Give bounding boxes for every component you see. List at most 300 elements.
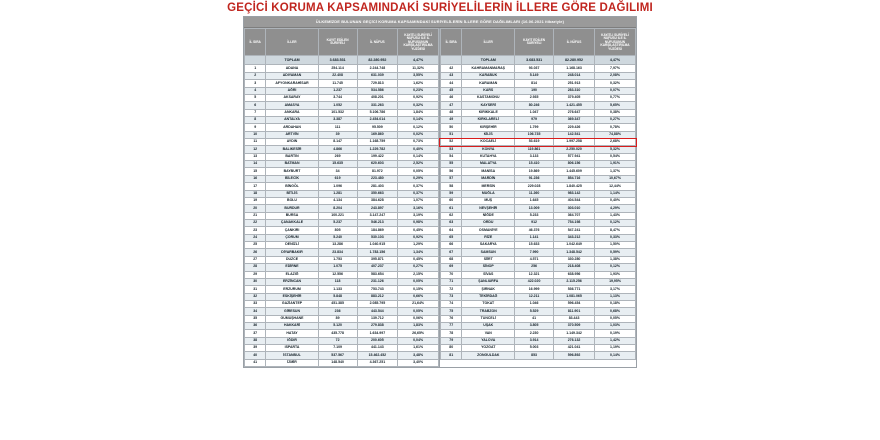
table-row[interactable]	[441, 330, 636, 337]
row-percentage: 0,77%	[595, 94, 636, 101]
row-population: 753.743	[357, 286, 398, 293]
row-population: 530.103	[357, 234, 398, 241]
row-registered-syrians: 15.410	[515, 161, 554, 168]
row-percentage: 3,17%	[595, 286, 636, 293]
row-province: KİLİS	[462, 131, 515, 138]
row-registered-syrians: 1.799	[515, 124, 554, 131]
table-row[interactable]	[245, 293, 439, 300]
row-registered-syrians: 190	[515, 87, 554, 94]
row-percentage: 0,45%	[398, 227, 439, 234]
row-percentage: 0,92%	[398, 234, 439, 241]
row-registered-syrians: 5.149	[515, 72, 554, 79]
table-row[interactable]	[245, 271, 439, 278]
table-row[interactable]	[441, 205, 636, 212]
table-row[interactable]	[245, 212, 439, 219]
row-no: 73	[441, 293, 462, 300]
table-row[interactable]	[245, 337, 439, 344]
table-row[interactable]	[245, 102, 439, 109]
row-registered-syrians: 5.237	[318, 219, 357, 226]
table-row[interactable]	[245, 249, 439, 256]
row-no: 25	[245, 242, 266, 249]
row-province: ELAZIĞ	[266, 271, 318, 278]
row-province: BOLU	[266, 197, 318, 204]
row-registered-syrians: 91.236	[515, 175, 554, 182]
row-population: 248.014	[554, 72, 595, 79]
row-percentage: 1,38%	[595, 256, 636, 263]
col-header-province: İLLER	[266, 29, 318, 56]
table-row[interactable]	[245, 278, 439, 285]
row-province: DİYARBAKIR	[266, 249, 318, 256]
table-row[interactable]	[441, 190, 636, 197]
row-population: 350.663	[357, 190, 398, 197]
provinces-table-left	[244, 28, 439, 367]
row-registered-syrians: 15.635	[318, 161, 357, 168]
row-population: 1.348.542	[554, 249, 595, 256]
table-row[interactable]	[245, 139, 439, 146]
total-label: TOPLAM	[462, 56, 515, 65]
table-row[interactable]	[441, 271, 636, 278]
row-no: 6	[245, 102, 266, 109]
table-row[interactable]	[441, 124, 636, 131]
row-percentage: 0,68%	[595, 308, 636, 315]
row-population: 1.040.915	[357, 242, 398, 249]
row-no: 27	[245, 256, 266, 263]
row-population: 15.462.452	[357, 352, 398, 359]
row-no: 30	[245, 278, 266, 285]
row-percentage: 1,03%	[595, 323, 636, 330]
table-header-left	[245, 29, 439, 56]
table-row[interactable]	[441, 315, 636, 322]
table-row[interactable]	[245, 124, 439, 131]
row-registered-syrians: 34	[318, 168, 357, 175]
row-population: 199.422	[357, 153, 398, 160]
row-percentage: 0,18%	[595, 300, 636, 307]
table-row[interactable]	[245, 234, 439, 241]
row-percentage: 0,45%	[398, 256, 439, 263]
row-population: 854.716	[554, 175, 595, 182]
row-province: VAN	[462, 330, 515, 337]
row-population: 811.901	[554, 308, 595, 315]
row-no: 28	[245, 264, 266, 271]
row-province: ANKARA	[266, 109, 318, 116]
row-percentage: 8,47%	[595, 227, 636, 234]
row-population: 1.081.065	[554, 293, 595, 300]
row-population: 631.039	[357, 72, 398, 79]
row-population: 1.445.609	[554, 168, 595, 175]
total-percentage: 4,47%	[595, 56, 636, 65]
table-row[interactable]	[245, 300, 439, 307]
table-row[interactable]	[245, 219, 439, 226]
table-row[interactable]	[441, 234, 636, 241]
row-percentage: 0,27%	[595, 116, 636, 123]
table-panels	[244, 28, 636, 367]
row-province: MARDİN	[462, 175, 515, 182]
table-row[interactable]	[245, 205, 439, 212]
row-province: BURSA	[266, 212, 318, 219]
table-row[interactable]	[441, 286, 636, 293]
table-row[interactable]	[441, 161, 636, 168]
row-population: 139.712	[357, 315, 398, 322]
table-row[interactable]	[441, 94, 636, 101]
row-population: 281.403	[357, 183, 398, 190]
row-registered-syrians: 3.914	[515, 337, 554, 344]
row-population: 421.041	[554, 345, 595, 352]
row-percentage: 0,12%	[398, 124, 439, 131]
table-row[interactable]	[245, 308, 439, 315]
row-registered-syrians: 3.133	[515, 153, 554, 160]
page-title: GEÇİCİ KORUMA KAPSAMINDAKİ SURİYELİLERİN İLLERE GÖRE DAĞILIMI	[227, 2, 653, 14]
table-row[interactable]	[245, 131, 439, 138]
row-registered-syrians: 422.020	[515, 278, 554, 285]
row-no: 61	[441, 205, 462, 212]
row-no: 70	[441, 271, 462, 278]
row-population: 384.628	[357, 197, 398, 204]
table-row[interactable]	[441, 183, 636, 190]
row-no: 59	[441, 190, 462, 197]
row-no: 57	[441, 175, 462, 182]
col-header-province: İLLER	[462, 29, 515, 56]
table-row[interactable]	[441, 242, 636, 249]
row-percentage: 0,38%	[595, 109, 636, 116]
row-province: EDİRNE	[266, 264, 318, 271]
table-row[interactable]	[245, 183, 439, 190]
row-registered-syrians: 2.230	[515, 330, 554, 337]
row-percentage: 1,07%	[398, 197, 439, 204]
row-registered-syrians: 4.866	[318, 146, 357, 153]
row-registered-syrians: 106.735	[515, 131, 554, 138]
total-row	[441, 56, 636, 65]
table-row[interactable]	[245, 109, 439, 116]
row-population: 369.347	[554, 116, 595, 123]
table-row[interactable]	[245, 227, 439, 234]
header-row	[441, 29, 636, 56]
table-row[interactable]	[441, 227, 636, 234]
row-province: KIRKLARELİ	[462, 116, 515, 123]
row-percentage: 11,32%	[398, 65, 439, 72]
row-province: GİRESUN	[266, 308, 318, 315]
row-registered-syrians: 41	[515, 315, 554, 322]
row-no: 45	[441, 87, 462, 94]
table-row[interactable]	[245, 286, 439, 293]
row-percentage: 0,15%	[398, 286, 439, 293]
table-row[interactable]	[245, 146, 439, 153]
table-row[interactable]	[441, 219, 636, 226]
row-province: BİLECİK	[266, 175, 318, 182]
table-row[interactable]	[441, 87, 636, 94]
row-no: 58	[441, 183, 462, 190]
total-row	[245, 56, 439, 65]
row-no: 60	[441, 197, 462, 204]
row-registered-syrians: 1.141	[515, 234, 554, 241]
table-row[interactable]	[441, 72, 636, 79]
table-row[interactable]	[441, 249, 636, 256]
table-row[interactable]	[245, 323, 439, 330]
row-population: 218.408	[554, 264, 595, 271]
row-no: 12	[245, 146, 266, 153]
row-population: 638.956	[554, 271, 595, 278]
table-row[interactable]	[245, 72, 439, 79]
row-registered-syrians: 1.047	[515, 109, 554, 116]
row-no: 5	[245, 94, 266, 101]
row-province: ÇANKIRI	[266, 227, 318, 234]
row-province: AĞRI	[266, 87, 318, 94]
col-header-no: İL SIRA	[245, 29, 266, 56]
table-row[interactable]	[441, 345, 636, 352]
table-row[interactable]	[245, 161, 439, 168]
row-percentage: 3,55%	[398, 72, 439, 79]
row-registered-syrians: 1.133	[318, 286, 357, 293]
table-row[interactable]	[245, 65, 439, 72]
table-row[interactable]	[245, 190, 439, 197]
row-no: 80	[441, 345, 462, 352]
row-no: 46	[441, 94, 462, 101]
row-population: 1.149.342	[554, 330, 595, 337]
row-no: 3	[245, 80, 266, 87]
table-row[interactable]	[245, 359, 439, 366]
row-percentage: 19,95%	[595, 278, 636, 285]
row-no: 9	[245, 124, 266, 131]
row-no: 40	[245, 352, 266, 359]
row-percentage: 1,29%	[398, 242, 439, 249]
row-population: 169.860	[357, 131, 398, 138]
row-percentage: 21,64%	[398, 300, 439, 307]
table-row[interactable]	[441, 308, 636, 315]
row-no: 13	[245, 153, 266, 160]
row-population: 806.156	[554, 161, 595, 168]
total-population: 82.280.952	[357, 56, 398, 65]
row-registered-syrians: 100.221	[318, 212, 357, 219]
row-province: ŞIRNAK	[462, 286, 515, 293]
row-no: 56	[441, 168, 462, 175]
row-no: 54	[441, 153, 462, 160]
table-row[interactable]	[245, 330, 439, 337]
row-percentage: 1,42%	[595, 337, 636, 344]
table-panel-left	[244, 28, 440, 367]
table-row[interactable]	[441, 264, 636, 271]
table-row[interactable]	[245, 345, 439, 352]
row-population: 200.605	[357, 337, 398, 344]
row-no: 20	[245, 205, 266, 212]
table-row[interactable]	[245, 153, 439, 160]
row-population: 142.541	[554, 131, 595, 138]
row-no: 11	[245, 139, 266, 146]
table-row[interactable]	[441, 139, 636, 146]
row-percentage: 12,44%	[595, 183, 636, 190]
row-population: 2.250.020	[554, 146, 595, 153]
table-row[interactable]	[245, 168, 439, 175]
row-registered-syrians: 4.571	[515, 256, 554, 263]
row-province: GÜMÜŞHANE	[266, 315, 318, 322]
col-header-population: İL NÜFUS	[554, 29, 595, 56]
total-registered-syrians: 3.683.531	[515, 56, 554, 65]
row-province: SİVAS	[462, 271, 515, 278]
row-province: MALATYA	[462, 161, 515, 168]
row-registered-syrians: 814	[515, 80, 554, 87]
table-row[interactable]	[441, 153, 636, 160]
row-registered-syrians: 118	[318, 278, 357, 285]
row-no: 22	[245, 219, 266, 226]
table-row[interactable]	[245, 197, 439, 204]
row-percentage: 0,05%	[398, 308, 439, 315]
row-population: 395.871	[357, 256, 398, 263]
row-percentage: 0,32%	[595, 80, 636, 87]
row-registered-syrians: 1.281	[318, 190, 357, 197]
row-population: 534.586	[357, 87, 398, 94]
row-registered-syrians: 119.861	[515, 146, 554, 153]
row-percentage: 7,97%	[595, 65, 636, 72]
table-row[interactable]	[441, 256, 636, 263]
row-percentage: 0,07%	[595, 87, 636, 94]
row-registered-syrians: 8.147	[318, 139, 357, 146]
row-province: BURDUR	[266, 205, 318, 212]
row-population: 343.212	[554, 234, 595, 241]
row-registered-syrians: 3.387	[318, 116, 357, 123]
table-row[interactable]	[441, 175, 636, 182]
row-no: 29	[245, 271, 266, 278]
table-row[interactable]	[245, 80, 439, 87]
table-row[interactable]	[245, 242, 439, 249]
row-province: ANTALYA	[266, 116, 318, 123]
row-no: 8	[245, 116, 266, 123]
row-province: KASTAMONU	[462, 94, 515, 101]
table-row[interactable]	[245, 315, 439, 322]
row-no: 43	[441, 72, 462, 79]
row-population: 547.241	[554, 227, 595, 234]
row-percentage: 3,19%	[398, 212, 439, 219]
row-registered-syrians: 19.869	[515, 168, 554, 175]
row-province: ADANA	[266, 65, 318, 72]
row-no: 72	[441, 286, 462, 293]
row-population: 3.147.247	[357, 212, 398, 219]
row-no: 23	[245, 227, 266, 234]
row-percentage: 0,02%	[398, 131, 439, 138]
row-no: 67	[441, 249, 462, 256]
row-population: 1.421.455	[554, 102, 595, 109]
row-province: AKSARAY	[266, 94, 318, 101]
row-registered-syrians: 5.003	[515, 345, 554, 352]
row-province: KARABÜK	[462, 72, 515, 79]
total-percentage: 4,47%	[398, 56, 439, 65]
row-province: ESKİŞEHİR	[266, 293, 318, 300]
row-percentage: 0,14%	[595, 352, 636, 359]
table-row[interactable]	[441, 65, 636, 72]
row-registered-syrians: 1.046	[515, 300, 554, 307]
row-percentage: 1,13%	[595, 293, 636, 300]
row-no: 41	[245, 359, 266, 366]
row-population: 1.997.258	[554, 139, 595, 146]
row-no: 62	[441, 212, 462, 219]
row-population: 303.010	[554, 205, 595, 212]
table-row[interactable]	[441, 300, 636, 307]
row-no: 79	[441, 337, 462, 344]
row-no: 33	[245, 300, 266, 307]
table-row[interactable]	[441, 197, 636, 204]
row-registered-syrians: 111	[318, 124, 357, 131]
table-body-right	[441, 56, 636, 359]
row-population: 754.198	[554, 219, 595, 226]
table-row[interactable]	[245, 256, 439, 263]
total-blank	[245, 56, 266, 65]
table-row[interactable]	[441, 146, 636, 153]
row-population: 408.201	[357, 94, 398, 101]
table-row[interactable]	[245, 87, 439, 94]
row-no: 50	[441, 124, 462, 131]
row-percentage: 1,43%	[595, 212, 636, 219]
table-row[interactable]	[441, 116, 636, 123]
table-row[interactable]	[441, 212, 636, 219]
table-row[interactable]	[441, 80, 636, 87]
row-registered-syrians: 5.529	[515, 308, 554, 315]
table-row[interactable]	[441, 293, 636, 300]
total-population: 82.280.952	[554, 56, 595, 65]
row-province: ZONGULDAK	[462, 352, 515, 359]
row-province: MUŞ	[462, 197, 515, 204]
table-row[interactable]	[245, 352, 439, 359]
table-row[interactable]	[245, 264, 439, 271]
row-no: 10	[245, 131, 266, 138]
row-registered-syrians: 4.134	[318, 197, 357, 204]
row-province: ÇANAKKALE	[266, 219, 318, 226]
row-no: 35	[245, 315, 266, 322]
row-percentage: 3,16%	[398, 205, 439, 212]
row-no: 47	[441, 102, 462, 109]
table-row[interactable]	[441, 109, 636, 116]
row-province: KOCAELİ	[462, 139, 515, 146]
table-row[interactable]	[441, 131, 636, 138]
row-percentage: 0,59%	[595, 249, 636, 256]
row-population: 223.480	[357, 175, 398, 182]
table-row[interactable]	[245, 94, 439, 101]
row-no: 76	[441, 315, 462, 322]
row-no: 37	[245, 330, 266, 337]
row-population: 279.838	[357, 323, 398, 330]
row-population: 407.237	[357, 264, 398, 271]
row-registered-syrians: 5.848	[318, 293, 357, 300]
row-province: ORDU	[462, 219, 515, 226]
row-province: TUNCELİ	[462, 315, 515, 322]
row-registered-syrians: 39	[318, 131, 357, 138]
row-percentage: 1,37%	[595, 168, 636, 175]
row-population: 1.168.759	[357, 139, 398, 146]
table-row[interactable]	[245, 116, 439, 123]
table-row[interactable]	[441, 168, 636, 175]
row-population: 983.142	[554, 190, 595, 197]
row-no: 24	[245, 234, 266, 241]
row-province: MANİSA	[462, 168, 515, 175]
row-province: AFYONKARAHİSAR	[266, 80, 318, 87]
row-registered-syrians: 2.935	[515, 94, 554, 101]
table-row[interactable]	[441, 278, 636, 285]
row-percentage: 1,83%	[398, 323, 439, 330]
table-row[interactable]	[441, 323, 636, 330]
table-row[interactable]	[441, 337, 636, 344]
row-population: 1.783.156	[357, 249, 398, 256]
row-percentage: 1,84%	[398, 109, 439, 116]
row-population: 379.405	[554, 94, 595, 101]
table-row[interactable]	[441, 102, 636, 109]
row-registered-syrians: 11.745	[318, 80, 357, 87]
row-percentage: 0,40%	[398, 146, 439, 153]
row-percentage: 0,66%	[398, 293, 439, 300]
row-registered-syrians: 12.211	[515, 293, 554, 300]
row-registered-syrians: 1.753	[318, 256, 357, 263]
table-row[interactable]	[441, 352, 636, 359]
table-row[interactable]	[245, 175, 439, 182]
row-province: İZMİR	[266, 359, 318, 366]
col-header-no: İL SIRA	[441, 29, 462, 56]
row-population: 404.544	[554, 197, 595, 204]
row-population: 620.603	[357, 161, 398, 168]
